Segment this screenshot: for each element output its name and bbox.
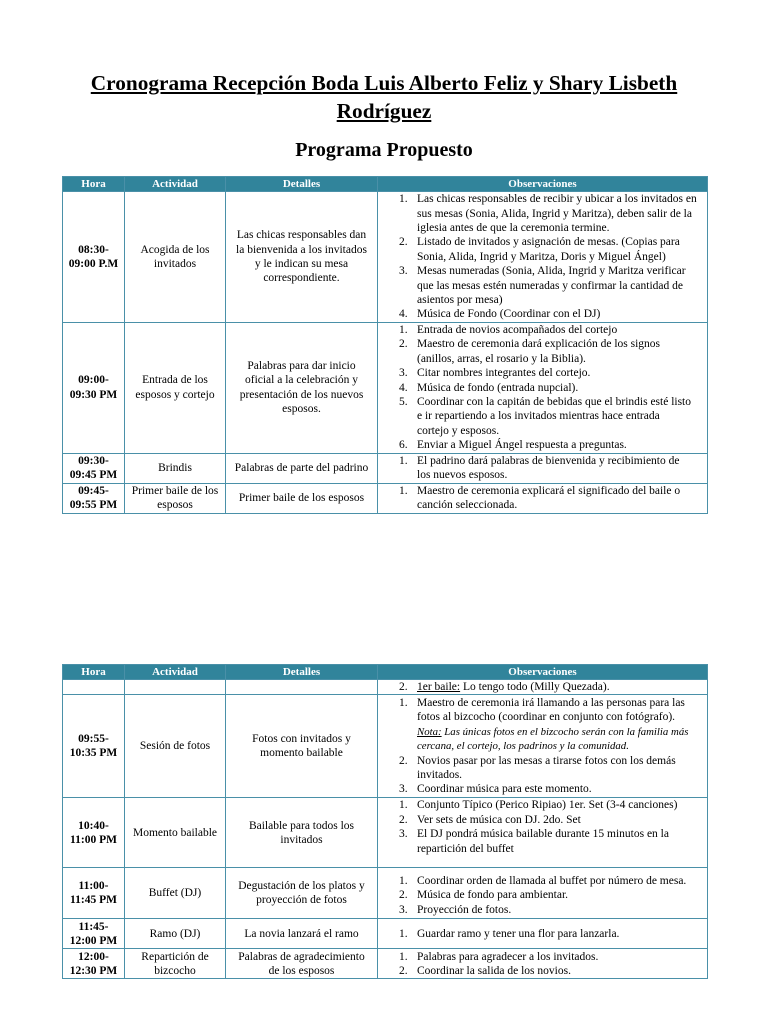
observation-number: 3. (399, 828, 408, 841)
observation-item (399, 813, 707, 827)
observation-number: 6. (399, 439, 408, 452)
details-line: esposos. (282, 403, 321, 416)
observations-cell (378, 798, 708, 868)
observation-line (417, 842, 707, 856)
details-line: invitados (280, 833, 323, 846)
observation-number: 1. (399, 324, 408, 336)
observation-line (417, 307, 707, 321)
observation-item (399, 337, 707, 366)
observation-text: Música de Fondo (Coordinar con el DJ) (417, 308, 601, 321)
table-header-row (63, 665, 708, 680)
observation-line (417, 381, 707, 395)
observation-text: Coordinar orden de llamada al buffet por número de mesa. (417, 874, 687, 887)
observation-item (399, 323, 707, 337)
activity-cell (125, 949, 226, 979)
observation-text: Maestro de ceremonia dará explicación de los signos (417, 338, 661, 351)
activity-line: Entrada de los (142, 374, 208, 387)
observation-line (417, 927, 707, 941)
observation-text: Ver sets de música con DJ. 2do. Set (417, 813, 581, 826)
observation-text: Maestro de ceremonia irá llamando a las personas para las (417, 696, 685, 709)
observation-text: Conjunto Típico (Perico Ripiao) 1er. Set (3-4 canciones) (417, 799, 678, 812)
observation-text: fotos al bizcocho (coordinar en conjunto con fotógrafo). (417, 711, 676, 724)
activity-line: bizcocho (154, 964, 196, 977)
activity-cell (125, 680, 226, 695)
observation-number: 3. (399, 265, 408, 278)
details-cell (226, 483, 378, 513)
observation-item (399, 307, 707, 321)
table-header-row (63, 177, 708, 192)
activity-line: Momento bailable (133, 826, 217, 839)
observation-line (417, 484, 707, 498)
observation-item (399, 235, 707, 264)
column-header-actividad: Actividad (125, 665, 226, 680)
observation-number: 1. (399, 193, 408, 206)
observation-text: El DJ pondrá música bailable durante 15 minutos en la (417, 828, 669, 841)
observation-text: Citar nombres integrantes del cortejo. (417, 367, 591, 380)
details-line: Bailable para todos los (248, 819, 355, 832)
observation-line (417, 888, 707, 902)
observation-item (399, 484, 707, 513)
table-body (63, 192, 708, 514)
activity-line: Ramo (DJ) (149, 927, 201, 940)
observations-cell (378, 695, 708, 798)
table-row (63, 919, 708, 949)
activity-line: Repartición de (141, 950, 209, 963)
observation-line (417, 827, 707, 841)
observation-item (399, 395, 707, 438)
note-text: Las únicas fotos en el bizcocho serán con la familia más (444, 725, 689, 738)
details-cell (226, 695, 378, 798)
observation-line (417, 903, 707, 917)
time-cell (63, 695, 125, 798)
table-row (63, 483, 708, 513)
observation-line (417, 323, 707, 337)
table-row (63, 680, 708, 695)
observations-cell (378, 453, 708, 483)
activity-cell (125, 323, 226, 454)
note-label: Nota: (417, 725, 442, 738)
column-header-hora: Hora (63, 665, 125, 680)
column-header-detalles: Detalles (226, 177, 378, 192)
observation-item (399, 964, 707, 978)
activity-cell (125, 695, 226, 798)
column-header-actividad: Actividad (125, 177, 226, 192)
observation-text: Listado de invitados y asignación de mesas. (Copias para (417, 236, 680, 249)
details-line: la bienvenida a los invitados (236, 243, 367, 256)
observation-line (417, 250, 707, 264)
note-text: cercana, el cortejo, los padrinos y la comunidad. (417, 740, 629, 753)
observation-number: 3. (399, 367, 408, 380)
time-cell (63, 868, 125, 919)
activity-cell (125, 483, 226, 513)
details-line: Palabras de parte del padrino (234, 461, 369, 474)
observation-number: 1. (399, 454, 408, 467)
activity-cell (125, 868, 226, 919)
observation-text: repartición del buffet (417, 842, 514, 855)
table-row (63, 868, 708, 919)
observation-line (417, 813, 707, 827)
details-cell (226, 323, 378, 454)
observations-cell (378, 192, 708, 323)
observation-text: Coordinar música para este momento. (417, 783, 592, 796)
observation-number: 1. (399, 484, 408, 497)
observation-line (417, 754, 707, 768)
details-line: y le indican su mesa (254, 258, 349, 270)
table-row (63, 695, 708, 798)
details-line: momento bailable (260, 747, 343, 760)
observation-number: 5. (399, 396, 408, 409)
observation-item (399, 680, 707, 694)
time-line: 09:55 PM (69, 499, 118, 512)
observation-item (399, 754, 707, 783)
observation-text: Proyección de fotos. (417, 903, 512, 916)
details-line: proyección de fotos (256, 894, 347, 907)
observation-item (399, 192, 707, 235)
observation-number: 2. (399, 236, 408, 249)
observation-line (417, 468, 707, 482)
time-line: 11:00- (78, 880, 109, 892)
observation-item (399, 696, 707, 754)
document-title: Cronograma Recepción Boda Luis Alberto Feliz y Shary Lisbeth Rodríguez (90, 71, 678, 123)
time-cell (63, 798, 125, 868)
observation-text: invitados. (417, 769, 463, 782)
observation-item (399, 454, 707, 483)
activity-cell (125, 453, 226, 483)
observation-text: Sonia, Alida, Ingrid y Maritza, Doris y Miguel Ángel) (417, 250, 666, 263)
observation-number: 1. (399, 927, 408, 940)
observations-cell (378, 919, 708, 949)
observation-line (417, 874, 707, 888)
time-line: 12:30 PM (69, 964, 118, 977)
details-line: Palabras para dar inicio (247, 360, 356, 373)
observation-item (399, 381, 707, 395)
time-line: 09:30- (78, 454, 109, 467)
details-line: presentación de los nuevos (239, 388, 364, 401)
details-line: correspondiente. (263, 272, 340, 285)
time-line: 11:00 PM (70, 833, 117, 846)
observation-item (399, 782, 707, 796)
observation-line (417, 782, 707, 796)
observation-line (417, 221, 707, 235)
observation-line (417, 337, 707, 351)
activity-line: invitados (153, 258, 197, 270)
details-cell (226, 868, 378, 919)
observation-text: asientos por mesa) (417, 294, 503, 307)
observation-line (417, 192, 707, 206)
observation-item (399, 827, 707, 856)
observation-text: El padrino dará palabras de bienvenida y recibimiento de (417, 454, 680, 467)
activity-line: esposos (157, 499, 193, 512)
activity-cell (125, 919, 226, 949)
table-row (63, 323, 708, 454)
observation-line (417, 438, 707, 452)
observation-text: Coordinar la salida de los novios. (417, 964, 571, 977)
activity-cell (125, 798, 226, 868)
observation-number: 2. (399, 964, 408, 977)
observations-cell (378, 949, 708, 979)
observation-number: 2. (399, 813, 408, 826)
details-line: Las chicas responsables dan (236, 229, 367, 242)
observation-item (399, 366, 707, 380)
observation-number: 3. (399, 903, 408, 916)
activity-line: Acogida de los (140, 243, 210, 256)
observation-text: iglesia antes de que la ceremonia termine. (417, 221, 610, 234)
column-header-hora: Hora (63, 177, 125, 192)
details-cell (226, 919, 378, 949)
time-line: 09:55- (78, 733, 109, 745)
observation-number: 1. (399, 799, 408, 812)
details-line: Primer baile de los esposos (238, 491, 365, 504)
time-cell (63, 919, 125, 949)
observation-text: Palabras para agradecer a los invitados. (417, 950, 599, 963)
observation-text: Lo tengo todo (Milly Quezada). (462, 681, 610, 693)
observation-item (399, 798, 707, 812)
observation-text: sus mesas (Sonia, Alida, Ingrid y Maritza), deben salir de la (417, 207, 692, 220)
time-line: 09:00 P.M (68, 258, 119, 270)
observation-number: 2. (399, 754, 408, 767)
observations-cell (378, 868, 708, 919)
observation-line (417, 680, 707, 694)
note-line (417, 725, 707, 739)
observation-text: Música de fondo (entrada nupcial). (417, 381, 579, 394)
observation-item (399, 903, 707, 917)
observation-item (399, 874, 707, 888)
observations-cell (378, 680, 708, 695)
observation-text: Las chicas responsables de recibir y ubicar a los invitados en (417, 193, 697, 206)
observation-line (417, 950, 707, 964)
time-cell (63, 323, 125, 454)
time-line: 10:40- (78, 819, 109, 832)
time-line: 08:30- (78, 243, 109, 256)
details-line: oficial a la celebración y (244, 374, 359, 387)
activity-line: Brindis (158, 461, 192, 474)
table-row (63, 192, 708, 323)
observation-line (417, 293, 707, 307)
details-line: Degustación de los platos y (238, 880, 365, 892)
table-body (63, 680, 708, 979)
observation-line (417, 710, 707, 724)
observation-text: Guardar ramo y tener una flor para lanzarla. (417, 927, 620, 940)
observation-line (417, 279, 707, 293)
observation-text: los nuevos esposos. (417, 469, 508, 482)
activity-cell (125, 192, 226, 323)
observation-number: 1. (399, 696, 408, 709)
observation-item (399, 927, 707, 941)
observation-item (399, 438, 707, 452)
observation-line (417, 264, 707, 278)
observation-line (417, 235, 707, 249)
time-line: 09:00- (78, 374, 109, 387)
activity-line: Primer baile de los (131, 484, 219, 497)
observation-line (417, 696, 707, 710)
observations-cell (378, 323, 708, 454)
observation-number: 2. (399, 681, 408, 693)
observation-text: cortejo y esposos. (417, 424, 500, 437)
observation-label: 1er baile: (417, 681, 461, 693)
time-line: 12:00 PM (69, 934, 118, 947)
observation-line (417, 498, 707, 512)
observation-text: canción seleccionada. (417, 499, 518, 512)
observation-line (417, 207, 707, 221)
note-line (417, 739, 707, 753)
details-line: Palabras de agradecimiento (238, 950, 365, 963)
observation-item (399, 888, 707, 902)
observation-text: Música de fondo para ambientar. (417, 889, 569, 902)
table-row (63, 453, 708, 483)
table-row (63, 949, 708, 979)
observation-text: Enviar a Miguel Ángel respuesta a preguntas. (417, 439, 627, 452)
observation-line (417, 352, 707, 366)
details-cell (226, 798, 378, 868)
details-cell (226, 680, 378, 695)
time-line: 09:45- (78, 484, 109, 497)
time-cell (63, 680, 125, 695)
observation-number: 4. (399, 381, 408, 394)
column-header-detalles: Detalles (226, 665, 378, 680)
time-cell (63, 192, 125, 323)
observation-text: (anillos, arras, el rosario y la Biblia). (417, 352, 586, 365)
time-cell (63, 483, 125, 513)
details-line: Fotos con invitados y (252, 733, 351, 745)
observation-text: Maestro de ceremonia explicará el significado del baile o (417, 484, 681, 497)
observation-line (417, 424, 707, 438)
observation-line (417, 454, 707, 468)
observation-line (417, 768, 707, 782)
observation-line (417, 798, 707, 812)
observation-text: que las mesas estén numeradas y confirmar la cantidad de (417, 279, 683, 292)
time-line: 11:45- (78, 920, 109, 933)
observation-line (417, 366, 707, 380)
observation-item (399, 950, 707, 964)
observation-text: Entrada de novios acompañados del cortejo (417, 324, 618, 336)
time-line: 11:45 PM (70, 894, 117, 907)
details-line: de los esposos (268, 964, 335, 977)
details-cell (226, 192, 378, 323)
observation-number: 2. (399, 889, 408, 902)
observation-text: e ir repartiendo a los invitados mientras hace entrada (417, 410, 660, 423)
time-cell (63, 453, 125, 483)
observation-number: 2. (399, 338, 408, 351)
schedule-table (62, 176, 708, 514)
observation-line (417, 395, 707, 409)
observation-text: Coordinar con la capitán de bebidas que el brindis esté listo (417, 396, 692, 409)
time-line: 10:35 PM (69, 747, 118, 760)
observation-text: Mesas numeradas (Sonia, Alida, Ingrid y Maritza verificar (417, 265, 686, 278)
document-subtitle: Programa Propuesto (295, 139, 473, 161)
schedule-table (62, 664, 708, 979)
observation-number: 3. (399, 783, 408, 796)
details-cell (226, 949, 378, 979)
activity-line: Buffet (DJ) (148, 887, 202, 900)
observation-number: 1. (399, 874, 408, 887)
details-line: La novia lanzará el ramo (244, 927, 359, 940)
activity-line: esposos y cortejo (135, 388, 215, 401)
time-line: 09:45 PM (69, 469, 118, 482)
observation-number: 1. (399, 950, 408, 963)
observation-item (399, 264, 707, 307)
column-header-observaciones: Observaciones (378, 177, 708, 192)
observation-text: Novios pasar por las mesas a tirarse fotos con los demás (417, 754, 676, 767)
observations-cell (378, 483, 708, 513)
column-header-observaciones: Observaciones (378, 665, 708, 680)
time-cell (63, 949, 125, 979)
observation-line (417, 409, 707, 423)
details-cell (226, 453, 378, 483)
table-row (63, 798, 708, 868)
observation-line (417, 964, 707, 978)
activity-line: Sesión de fotos (139, 740, 211, 753)
time-line: 09:30 PM (69, 388, 118, 401)
time-line: 12:00- (78, 950, 109, 963)
observation-number: 4. (399, 308, 408, 321)
